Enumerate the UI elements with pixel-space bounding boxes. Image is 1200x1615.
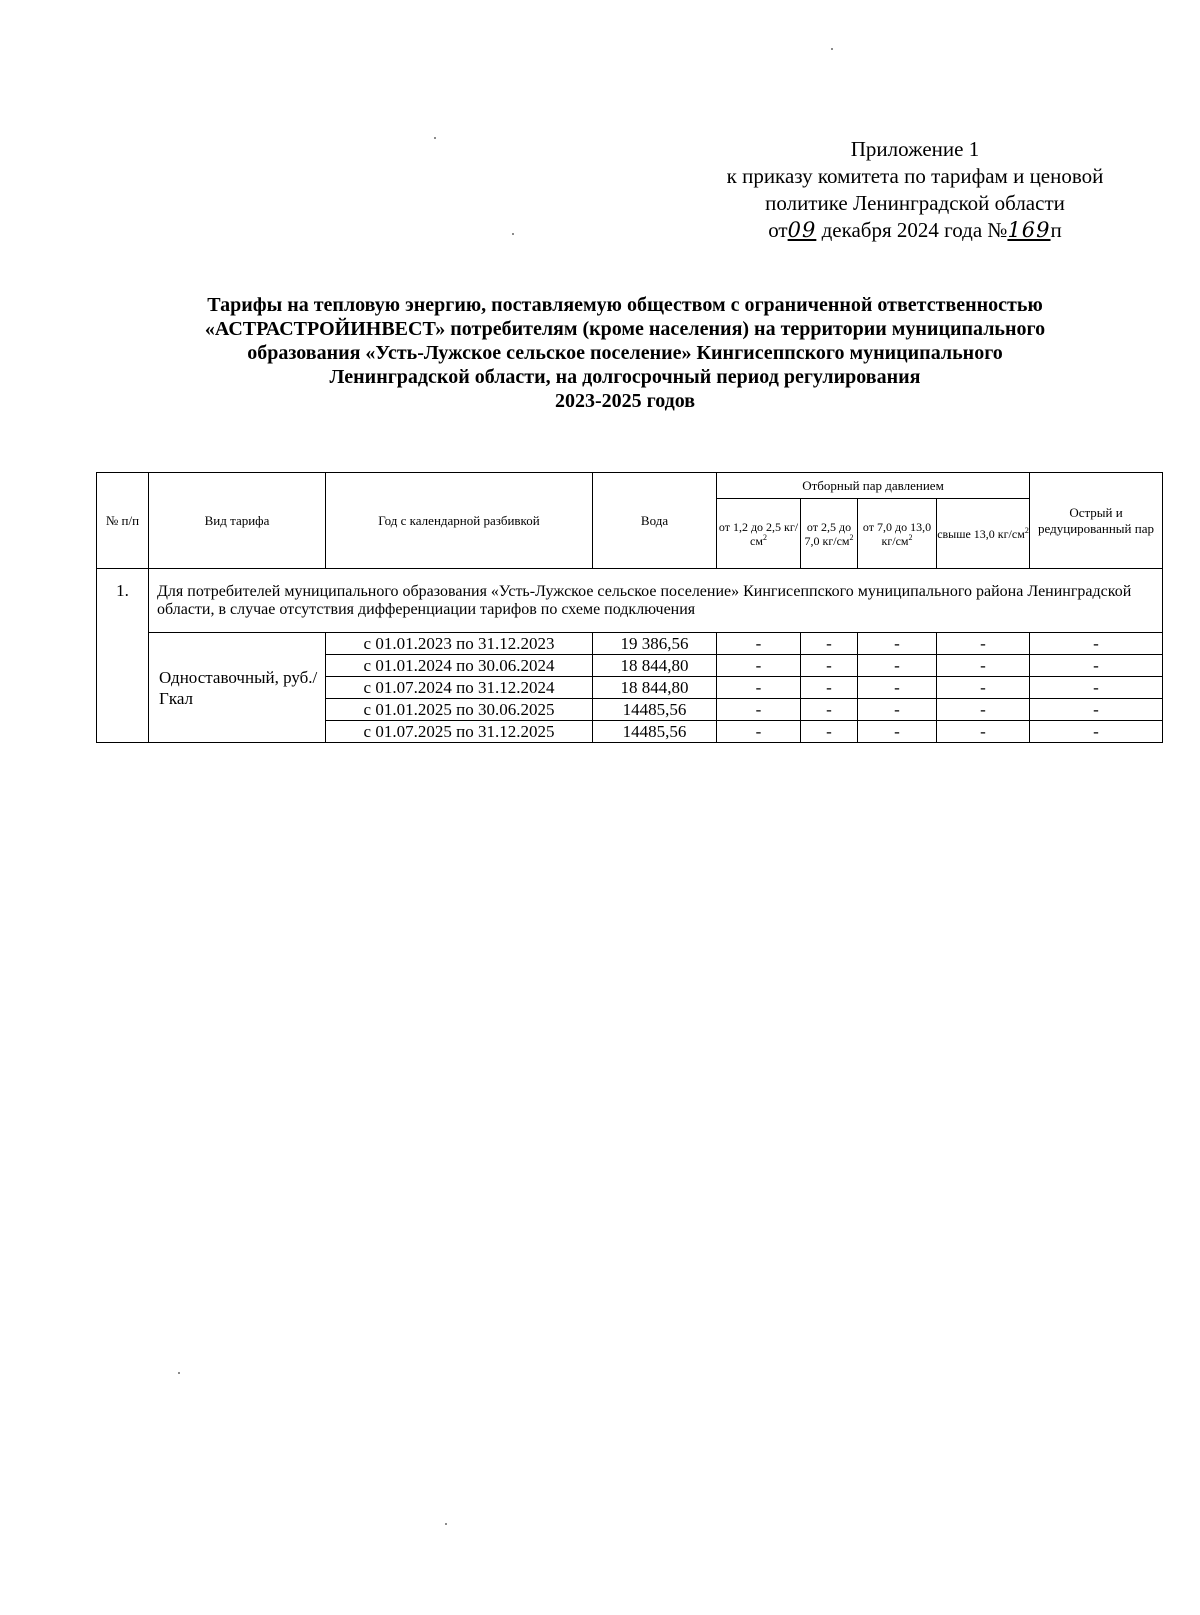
header-water: Вода [593, 473, 717, 569]
water-cell: 19 386,56 [593, 633, 717, 655]
pressure-3-cell: - [858, 633, 937, 655]
header-pressure-4: свыше 13,0 $кг/см^2$ [937, 499, 1030, 569]
header-year: Год с календарной разбивкой [326, 473, 593, 569]
header-num: № п/п [97, 473, 149, 569]
pressure-4-cell: - [937, 699, 1030, 721]
pressure-2-cell: - [801, 633, 858, 655]
scan-speck [831, 48, 833, 50]
row-number: 1. [97, 569, 149, 743]
period-cell: с 01.01.2024 по 30.06.2024 [326, 655, 593, 677]
pressure-3-cell: - [858, 699, 937, 721]
title-line-3: образования «Усть-Лужское сельское поселение» Кингисеппского муниципального [247, 342, 1003, 364]
title-line-5: 2023-2025 годов [554, 390, 696, 412]
header-row-1 [97, 473, 1163, 499]
water-cell: 18 844,80 [593, 677, 717, 699]
pressure-2-cell: - [801, 699, 858, 721]
period-cell: с 01.01.2023 по 31.12.2023 [326, 633, 593, 655]
pressure-1-cell: - [717, 699, 801, 721]
sharp-steam-cell: - [1030, 655, 1163, 677]
period-cell: с 01.07.2025 по 31.12.2025 [326, 721, 593, 743]
appendix-label: Приложение 1 [850, 137, 980, 161]
period-cell: с 01.01.2025 по 30.06.2025 [326, 699, 593, 721]
scan-speck [512, 233, 514, 235]
order-suffix: п [1050, 218, 1062, 242]
document-title [80, 293, 1170, 413]
sharp-steam-cell: - [1030, 721, 1163, 743]
title-line-4: Ленинградской области, на долгосрочный период регулирования [329, 366, 921, 388]
order-date-line [690, 217, 1140, 244]
pressure-2-cell: - [801, 721, 858, 743]
description-row [97, 569, 1163, 633]
pressure-2-cell: - [801, 655, 858, 677]
water-cell: 14485,56 [593, 699, 717, 721]
sharp-steam-cell: - [1030, 699, 1163, 721]
handwritten-order-number: 169 [1007, 218, 1051, 242]
pressure-2-cell: - [801, 677, 858, 699]
header-steam-group: Отборный пар давлением [717, 473, 1030, 499]
committee-name: политике Ленинградской области [765, 191, 1065, 215]
sharp-steam-cell: - [1030, 633, 1163, 655]
pressure-3-cell: - [858, 677, 937, 699]
pressure-3-cell: - [858, 655, 937, 677]
date-middle: декабря 2024 года № [816, 218, 1008, 242]
order-reference: к приказу комитета по тарифам и ценовой [726, 164, 1104, 188]
title-line-1: Тарифы на тепловую энергию, поставляемую обществом с ограниченной ответственностью [207, 294, 1043, 316]
title-line-2: «АСТРАСТРОЙИНВЕСТ» потребителям (кроме населения) на территории муниципального [204, 318, 1046, 340]
water-cell: 14485,56 [593, 721, 717, 743]
water-cell: 18 844,80 [593, 655, 717, 677]
scan-speck [445, 1523, 447, 1525]
handwritten-day: 09 [787, 218, 817, 242]
pressure-1-cell: - [717, 721, 801, 743]
tariffs-table [96, 472, 1163, 743]
pressure-1-cell: - [717, 655, 801, 677]
pressure-4-cell: - [937, 721, 1030, 743]
appendix-header [690, 136, 1140, 244]
sharp-steam-cell: - [1030, 677, 1163, 699]
date-prefix: от [768, 218, 788, 242]
pressure-4-cell: - [937, 677, 1030, 699]
pressure-3-cell: - [858, 721, 937, 743]
header-pressure-3: от 7,0 до 13,0 $кг/см^2$ [858, 499, 937, 569]
pressure-4-cell: - [937, 655, 1030, 677]
scan-speck [178, 1372, 180, 1374]
tariff-name: Одноставочный, руб./Гкал [149, 633, 326, 743]
consumer-description: Для потребителей муниципального образования «Усть-Лужское сельское поселение» Кингисеппского муниципального района Ленинградской области, в случае отсутствия дифференциации тарифов по схеме подключения [149, 569, 1163, 633]
header-tariff-type: Вид тарифа [149, 473, 326, 569]
table-row [97, 633, 1163, 655]
header-pressure-2: от 2,5 до 7,0 $кг/см^2$ [801, 499, 858, 569]
header-sharp-steam: Острый и редуцированный пар [1030, 473, 1163, 569]
pressure-4-cell: - [937, 633, 1030, 655]
header-pressure-1: от 1,2 до 2,5 $кг/см^2$ [717, 499, 801, 569]
period-cell: с 01.07.2024 по 31.12.2024 [326, 677, 593, 699]
pressure-1-cell: - [717, 677, 801, 699]
scan-speck [434, 137, 436, 139]
pressure-1-cell: - [717, 633, 801, 655]
